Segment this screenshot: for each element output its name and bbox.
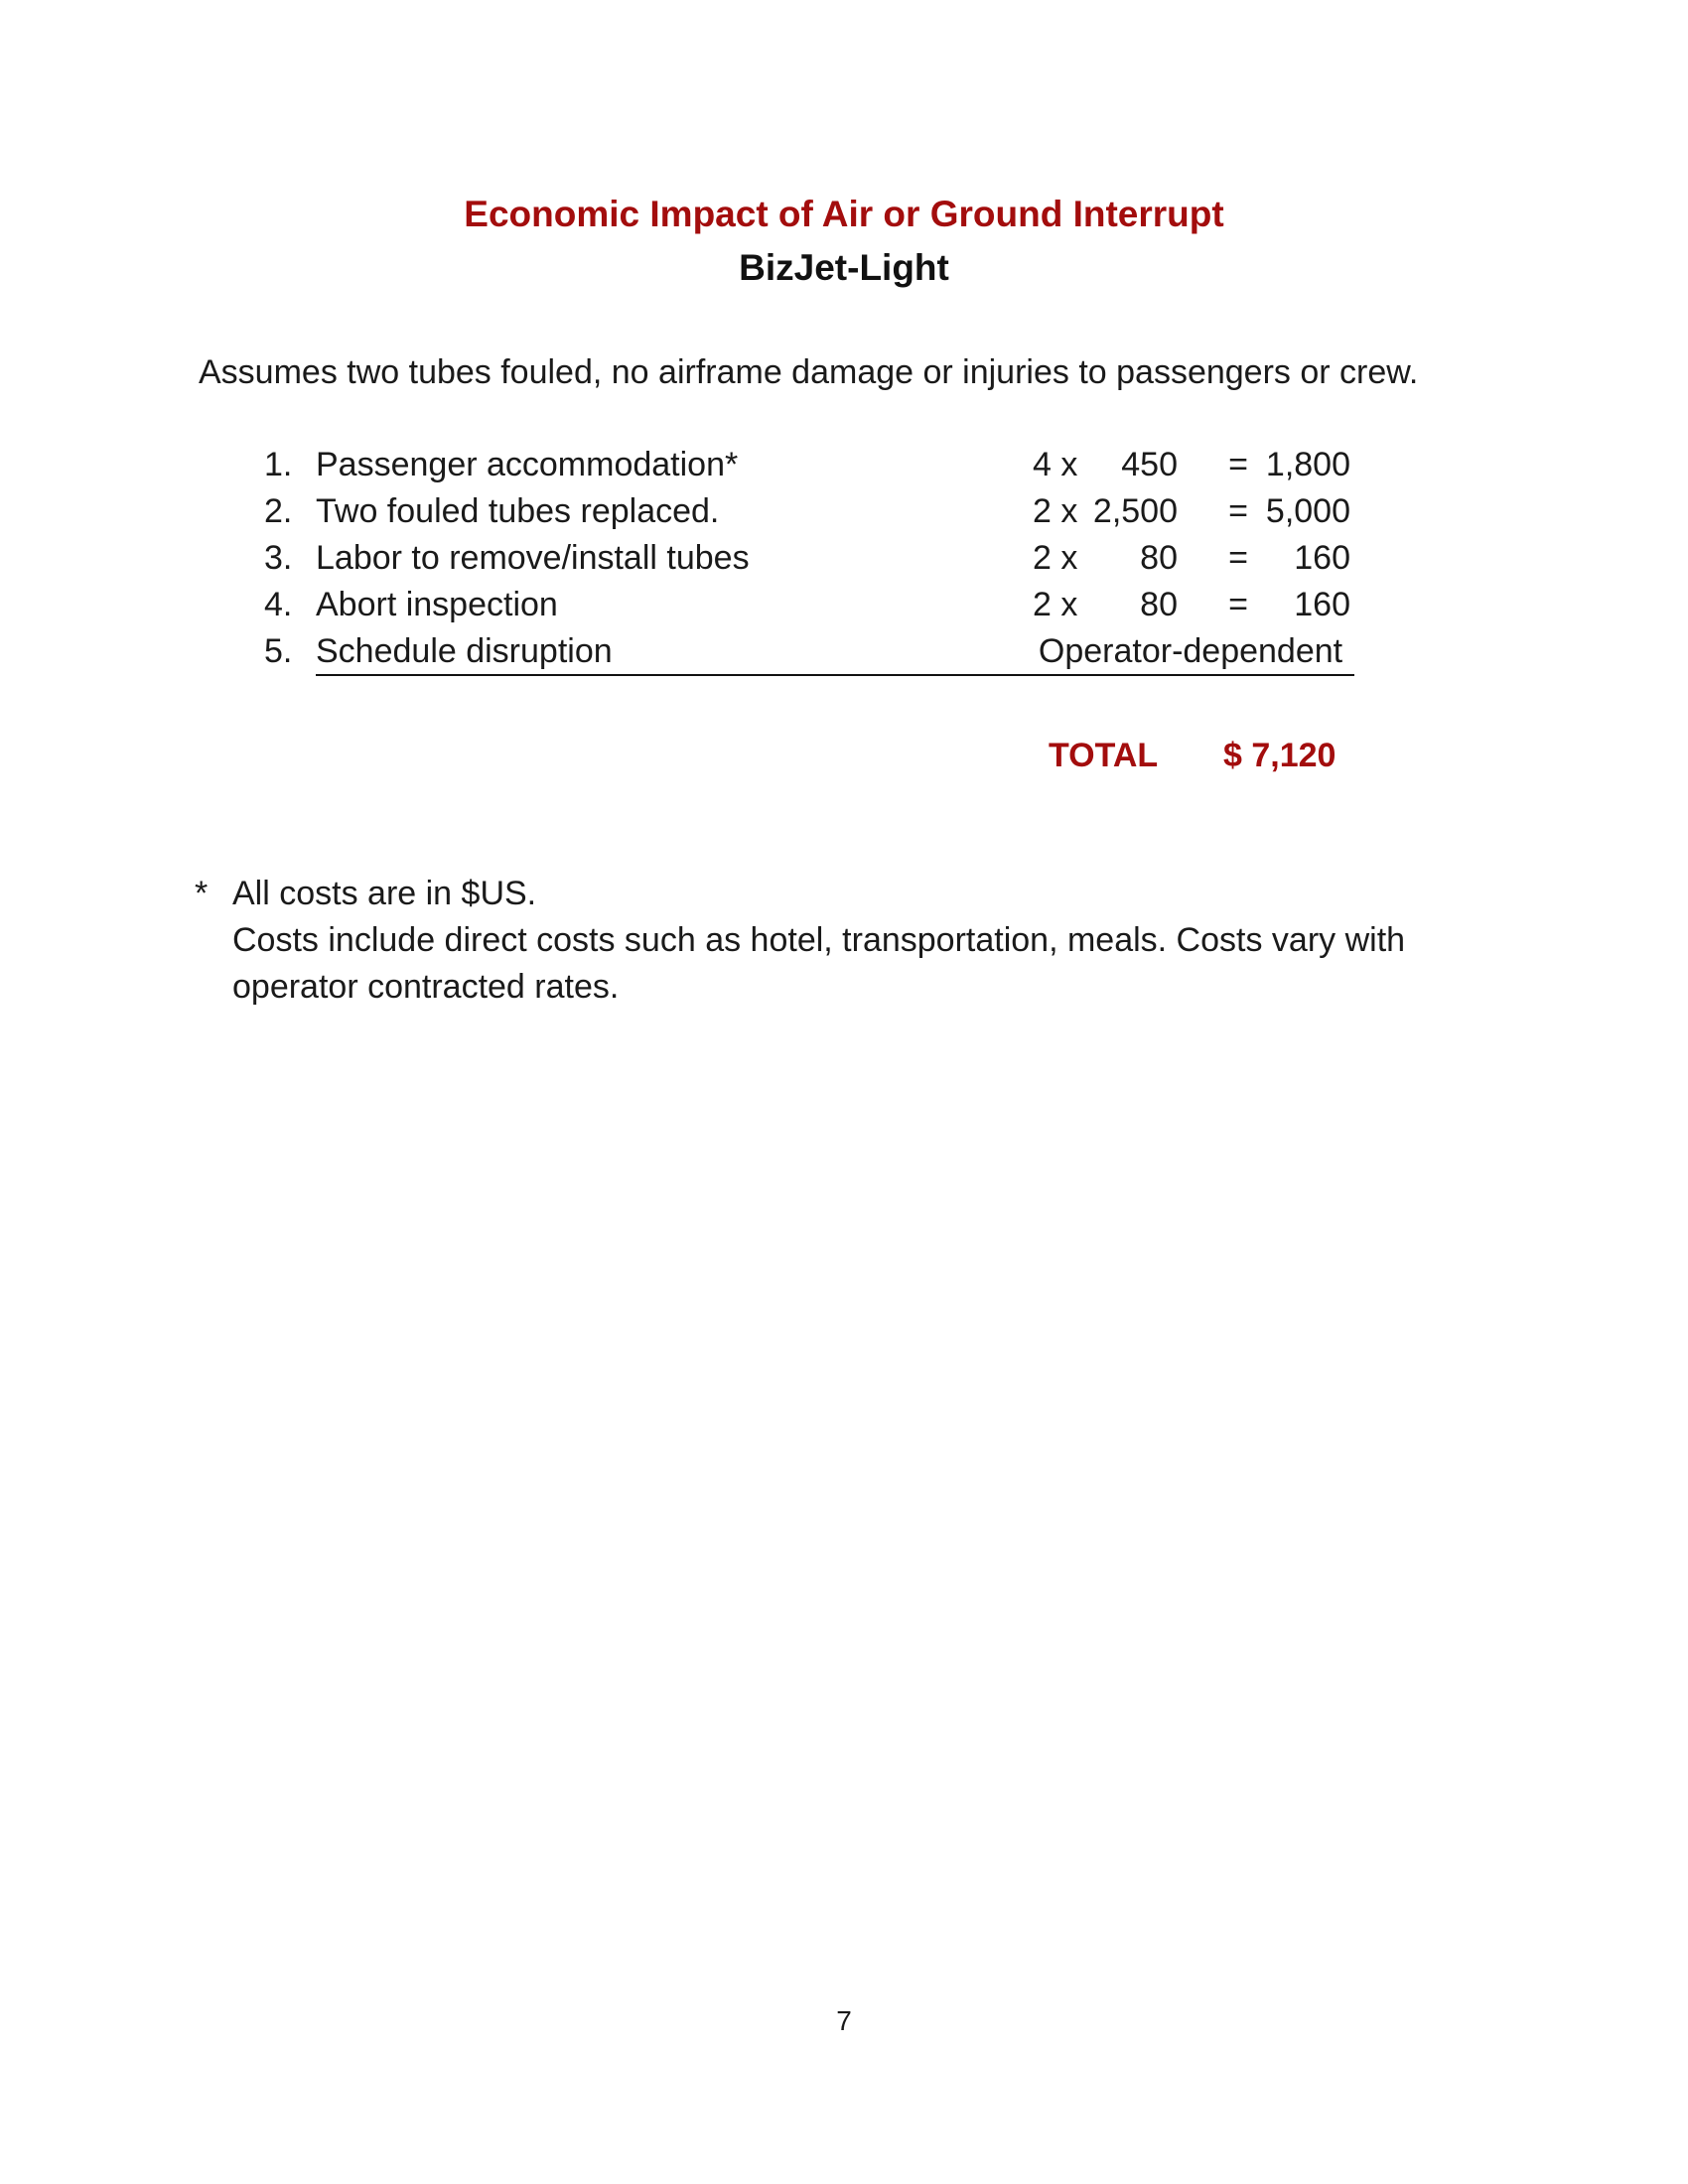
page-title: Economic Impact of Air or Ground Interrupt <box>464 194 1224 234</box>
item-label: Two fouled tubes replaced. <box>316 492 720 530</box>
item-multiplier: 4 x <box>1033 446 1078 483</box>
item-amount: 5,000 <box>1265 492 1350 530</box>
item-amount: 1,800 <box>1265 446 1350 483</box>
item-unit-cost: 450 <box>1121 446 1178 483</box>
item-multiplier: 2 x <box>1033 492 1078 530</box>
list-item <box>0 442 1688 488</box>
page-number: 7 <box>836 2005 852 2036</box>
list-item <box>0 535 1688 582</box>
item-unit-cost: 80 <box>1140 586 1178 623</box>
item-unit-cost: 2,500 <box>1092 492 1178 530</box>
list-item <box>0 628 1688 675</box>
divider-line <box>316 674 1354 676</box>
item-unit-cost: 80 <box>1140 539 1178 577</box>
item-equals: = <box>1228 492 1248 530</box>
item-number: 1. <box>264 446 293 483</box>
item-number: 5. <box>264 632 293 670</box>
item-label: Passenger accommodation* <box>316 446 739 483</box>
total-label: TOTAL <box>1049 737 1159 774</box>
footnote-currency-note: All costs are in $US. <box>232 875 537 912</box>
item-number: 2. <box>264 492 293 530</box>
item-amount: 160 <box>1294 586 1350 623</box>
item-amount: 160 <box>1294 539 1350 577</box>
item-cost-note: Operator-dependent <box>1038 632 1343 670</box>
item-label: Schedule disruption <box>316 632 613 670</box>
item-multiplier: 2 x <box>1033 539 1078 577</box>
item-equals: = <box>1228 446 1248 483</box>
item-number: 4. <box>264 586 293 623</box>
footnote-marker: * <box>195 875 209 912</box>
total-value: $ 7,120 <box>1223 737 1336 774</box>
item-equals: = <box>1228 539 1248 577</box>
item-label: Labor to remove/install tubes <box>316 539 750 577</box>
assumption-text: Assumes two tubes fouled, no airframe damage or injuries to passengers or crew. <box>199 353 1419 391</box>
footnote-cost-note: Costs include direct costs such as hotel, transportation, meals. Costs vary with operator contracted rates. <box>232 921 1406 1006</box>
list-item <box>0 488 1688 535</box>
item-number: 3. <box>264 539 293 577</box>
item-multiplier: 2 x <box>1033 586 1078 623</box>
item-label: Abort inspection <box>316 586 558 623</box>
list-item <box>0 582 1688 628</box>
page-subtitle: BizJet-Light <box>739 247 949 288</box>
item-equals: = <box>1228 586 1248 623</box>
